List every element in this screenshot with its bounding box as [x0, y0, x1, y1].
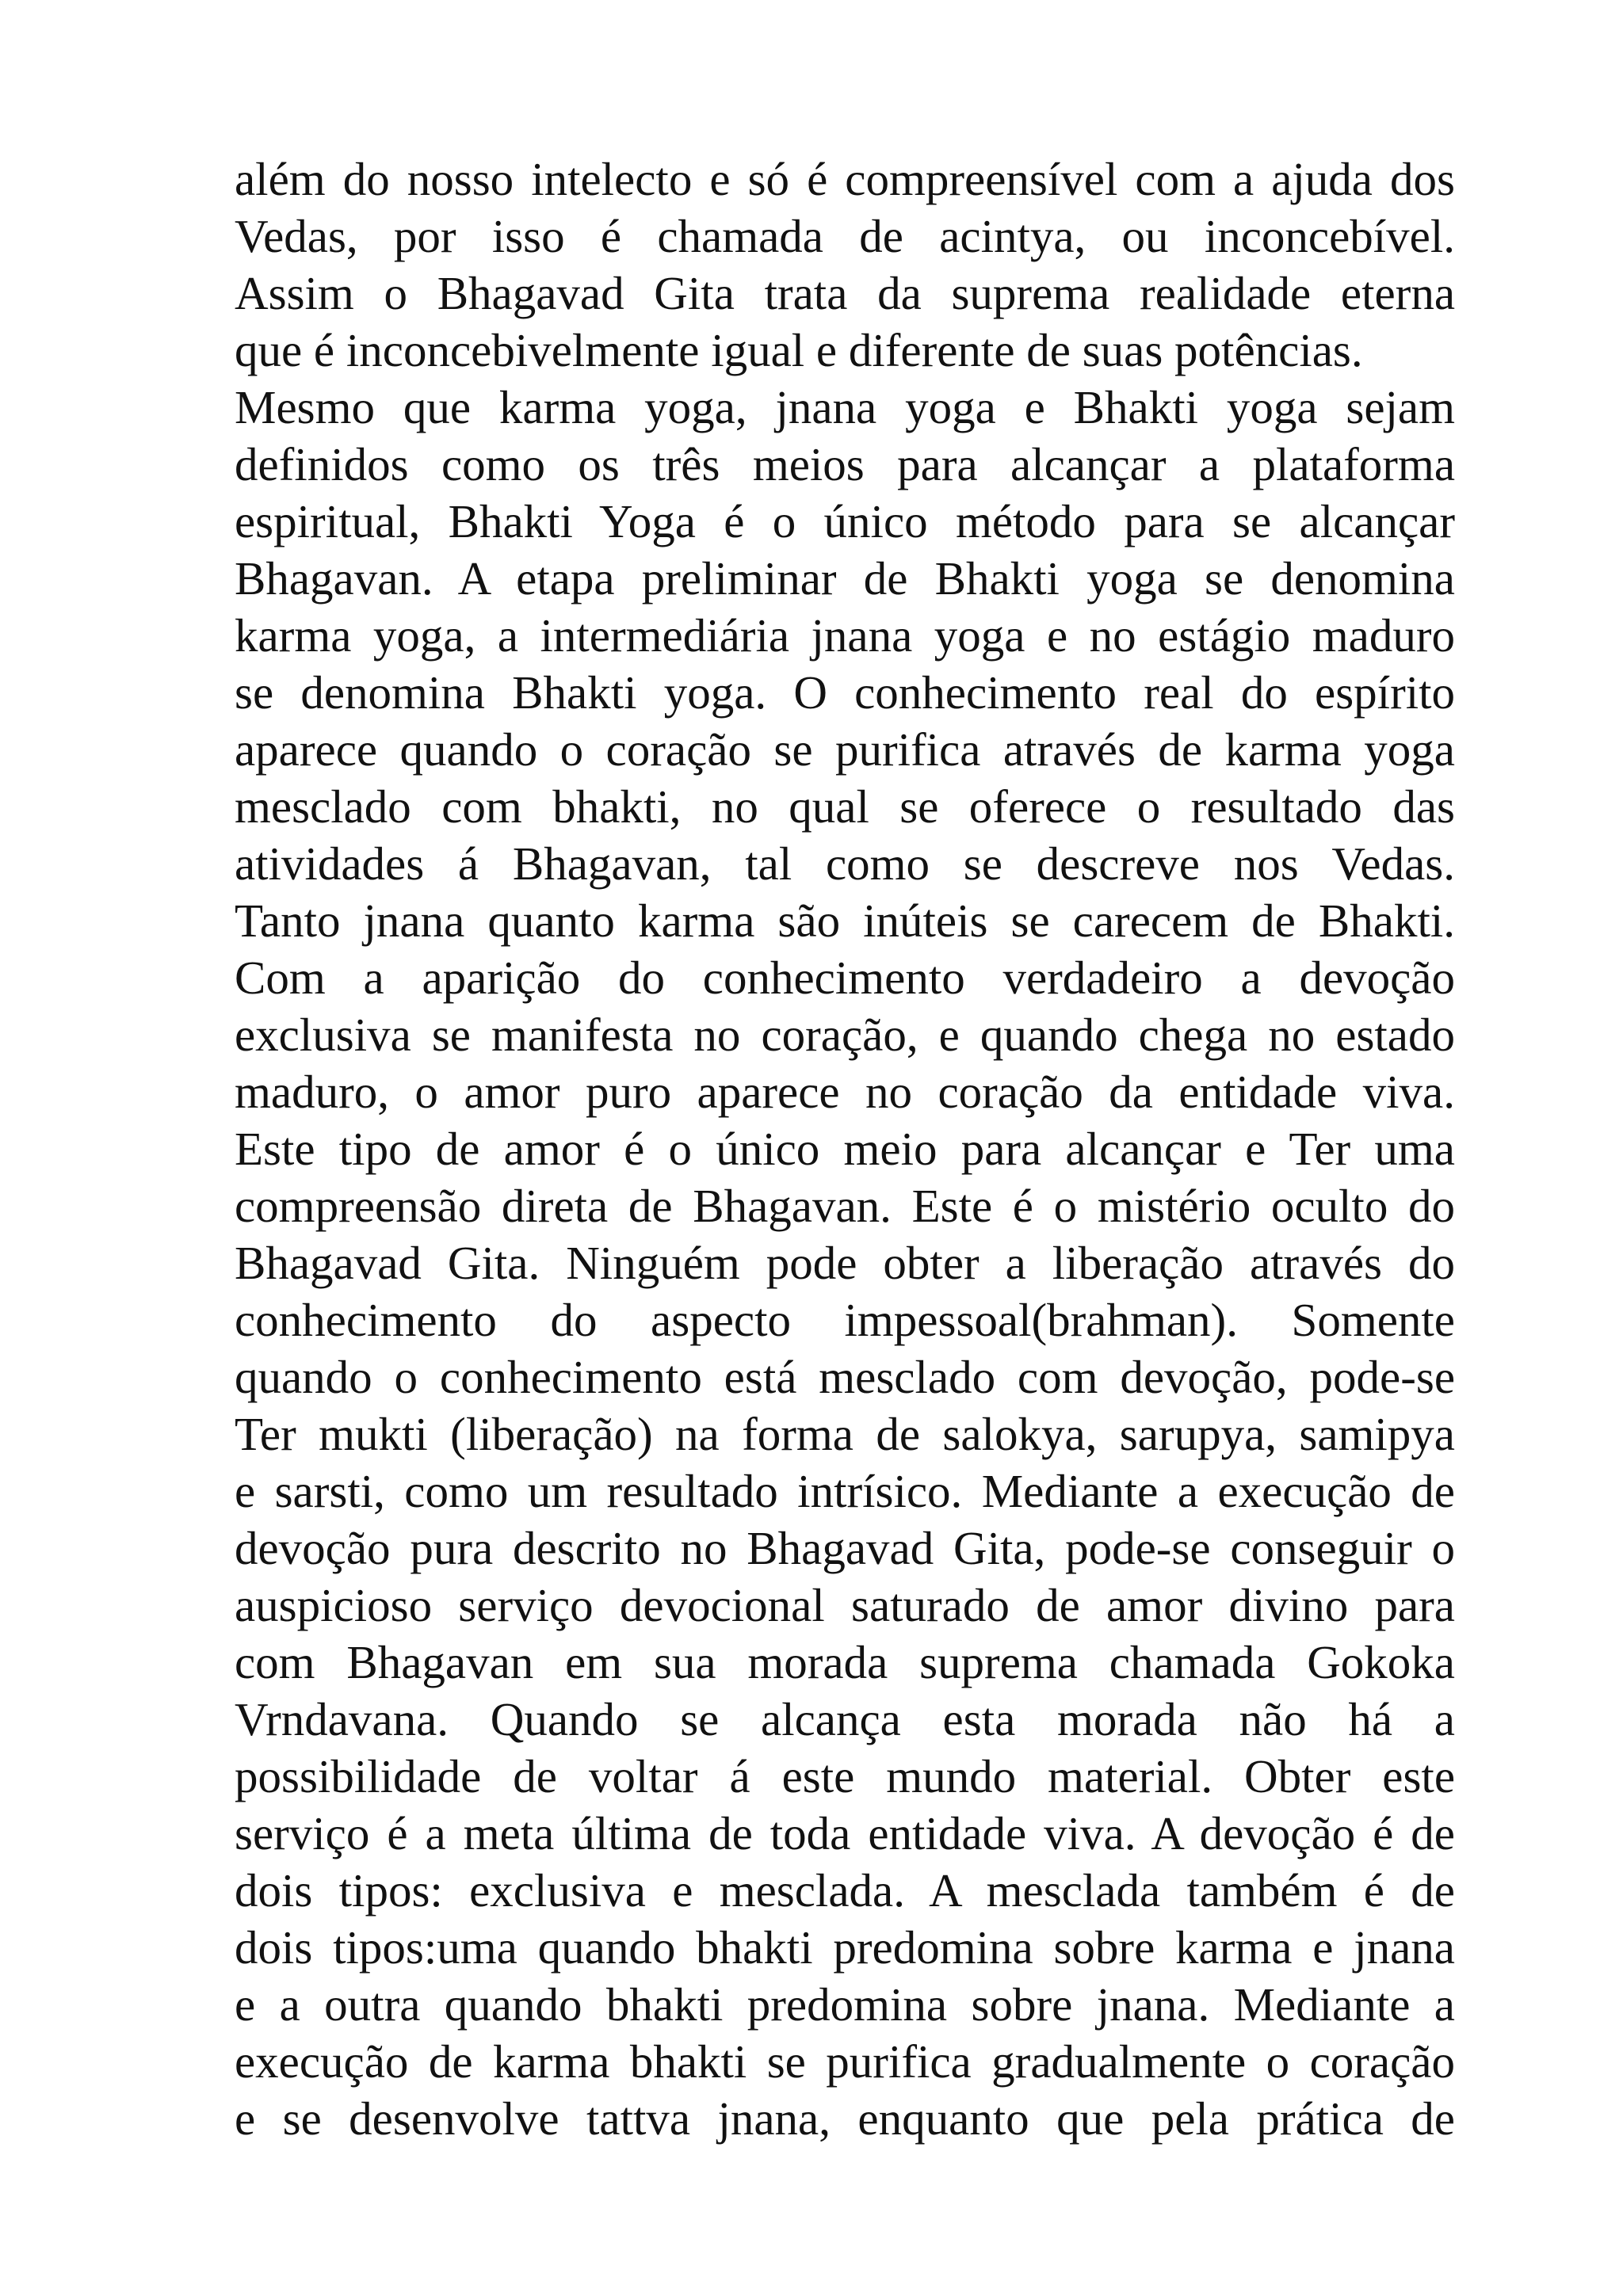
text-line: definidos como os três meios para alcançar a plataforma: [235, 438, 1455, 490]
text-line: compreensão direta de Bhagavan. Este é o mistério oculto do: [235, 1180, 1455, 1232]
text-line: e sarsti, como um resultado intrísico. Mediante a execução de: [235, 1465, 1455, 1517]
text-line: Vedas, por isso é chamada de acintya, ou inconcebível.: [235, 210, 1455, 262]
text-line: quando o conhecimento está mesclado com devoção, pode-se: [235, 1351, 1455, 1403]
text-line: maduro, o amor puro aparece no coração da entidade viva.: [235, 1066, 1455, 1118]
text-line: com Bhagavan em sua morada suprema chamada Gokoka: [235, 1636, 1455, 1688]
text-line: Com a aparição do conhecimento verdadeiro a devoção: [235, 952, 1455, 1004]
text-line: e se desenvolve tattva jnana, enquanto que pela prática de: [235, 2092, 1455, 2145]
text-line: se denomina Bhakti yoga. O conhecimento real do espírito: [235, 666, 1455, 719]
text-line: execução de karma bhakti se purifica gradualmente o coração: [235, 2035, 1455, 2088]
text-line: Bhagavad Gita. Ninguém pode obter a liberação através do: [235, 1237, 1455, 1289]
text-line: exclusiva se manifesta no coração, e quando chega no estado: [235, 1009, 1455, 1061]
text-line: que é inconcebivelmente igual e diferente de suas potências.: [235, 324, 1363, 376]
text-line: Tanto jnana quanto karma são inúteis se carecem de Bhakti.: [235, 894, 1455, 947]
text-line: e a outra quando bhakti predomina sobre jnana. Mediante a: [235, 1978, 1455, 2031]
text-line: dois tipos: exclusiva e mesclada. A mesclada também é de: [235, 1864, 1455, 1917]
text-line: conhecimento do aspecto impessoal(brahman). Somente: [235, 1294, 1455, 1346]
text-line: karma yoga, a intermediária jnana yoga e no estágio maduro: [235, 609, 1455, 662]
text-line: Mesmo que karma yoga, jnana yoga e Bhakti yoga sejam: [235, 381, 1455, 433]
text-line: dois tipos:uma quando bhakti predomina sobre karma e jnana: [235, 1921, 1455, 1974]
body-text: [235, 151, 1455, 2147]
text-line: devoção pura descrito no Bhagavad Gita, pode-se conseguir o: [235, 1522, 1455, 1574]
text-line: Ter mukti (liberação) na forma de salokya, sarupya, samipya: [235, 1408, 1455, 1460]
text-line: aparece quando o coração se purifica através de karma yoga: [235, 723, 1455, 776]
text-line: atividades á Bhagavan, tal como se descreve nos Vedas.: [235, 837, 1455, 890]
text-line: Bhagavan. A etapa preliminar de Bhakti yoga se denomina: [235, 552, 1455, 605]
text-line: além do nosso intelecto e só é compreensível com a ajuda dos: [235, 153, 1455, 205]
text-line: Assim o Bhagavad Gita trata da suprema realidade eterna: [235, 267, 1455, 319]
text-line: serviço é a meta última de toda entidade viva. A devoção é de: [235, 1807, 1455, 1859]
text-line: Este tipo de amor é o único meio para alcançar e Ter uma: [235, 1123, 1455, 1175]
text-line: possibilidade de voltar á este mundo material. Obter este: [235, 1750, 1455, 1802]
text-line: Vrndavana. Quando se alcança esta morada não há a: [235, 1693, 1455, 1745]
text-line: auspicioso serviço devocional saturado de amor divino para: [235, 1579, 1455, 1631]
text-line: espiritual, Bhakti Yoga é o único método para se alcançar: [235, 495, 1455, 547]
text-line: mesclado com bhakti, no qual se oferece o resultado das: [235, 780, 1455, 833]
